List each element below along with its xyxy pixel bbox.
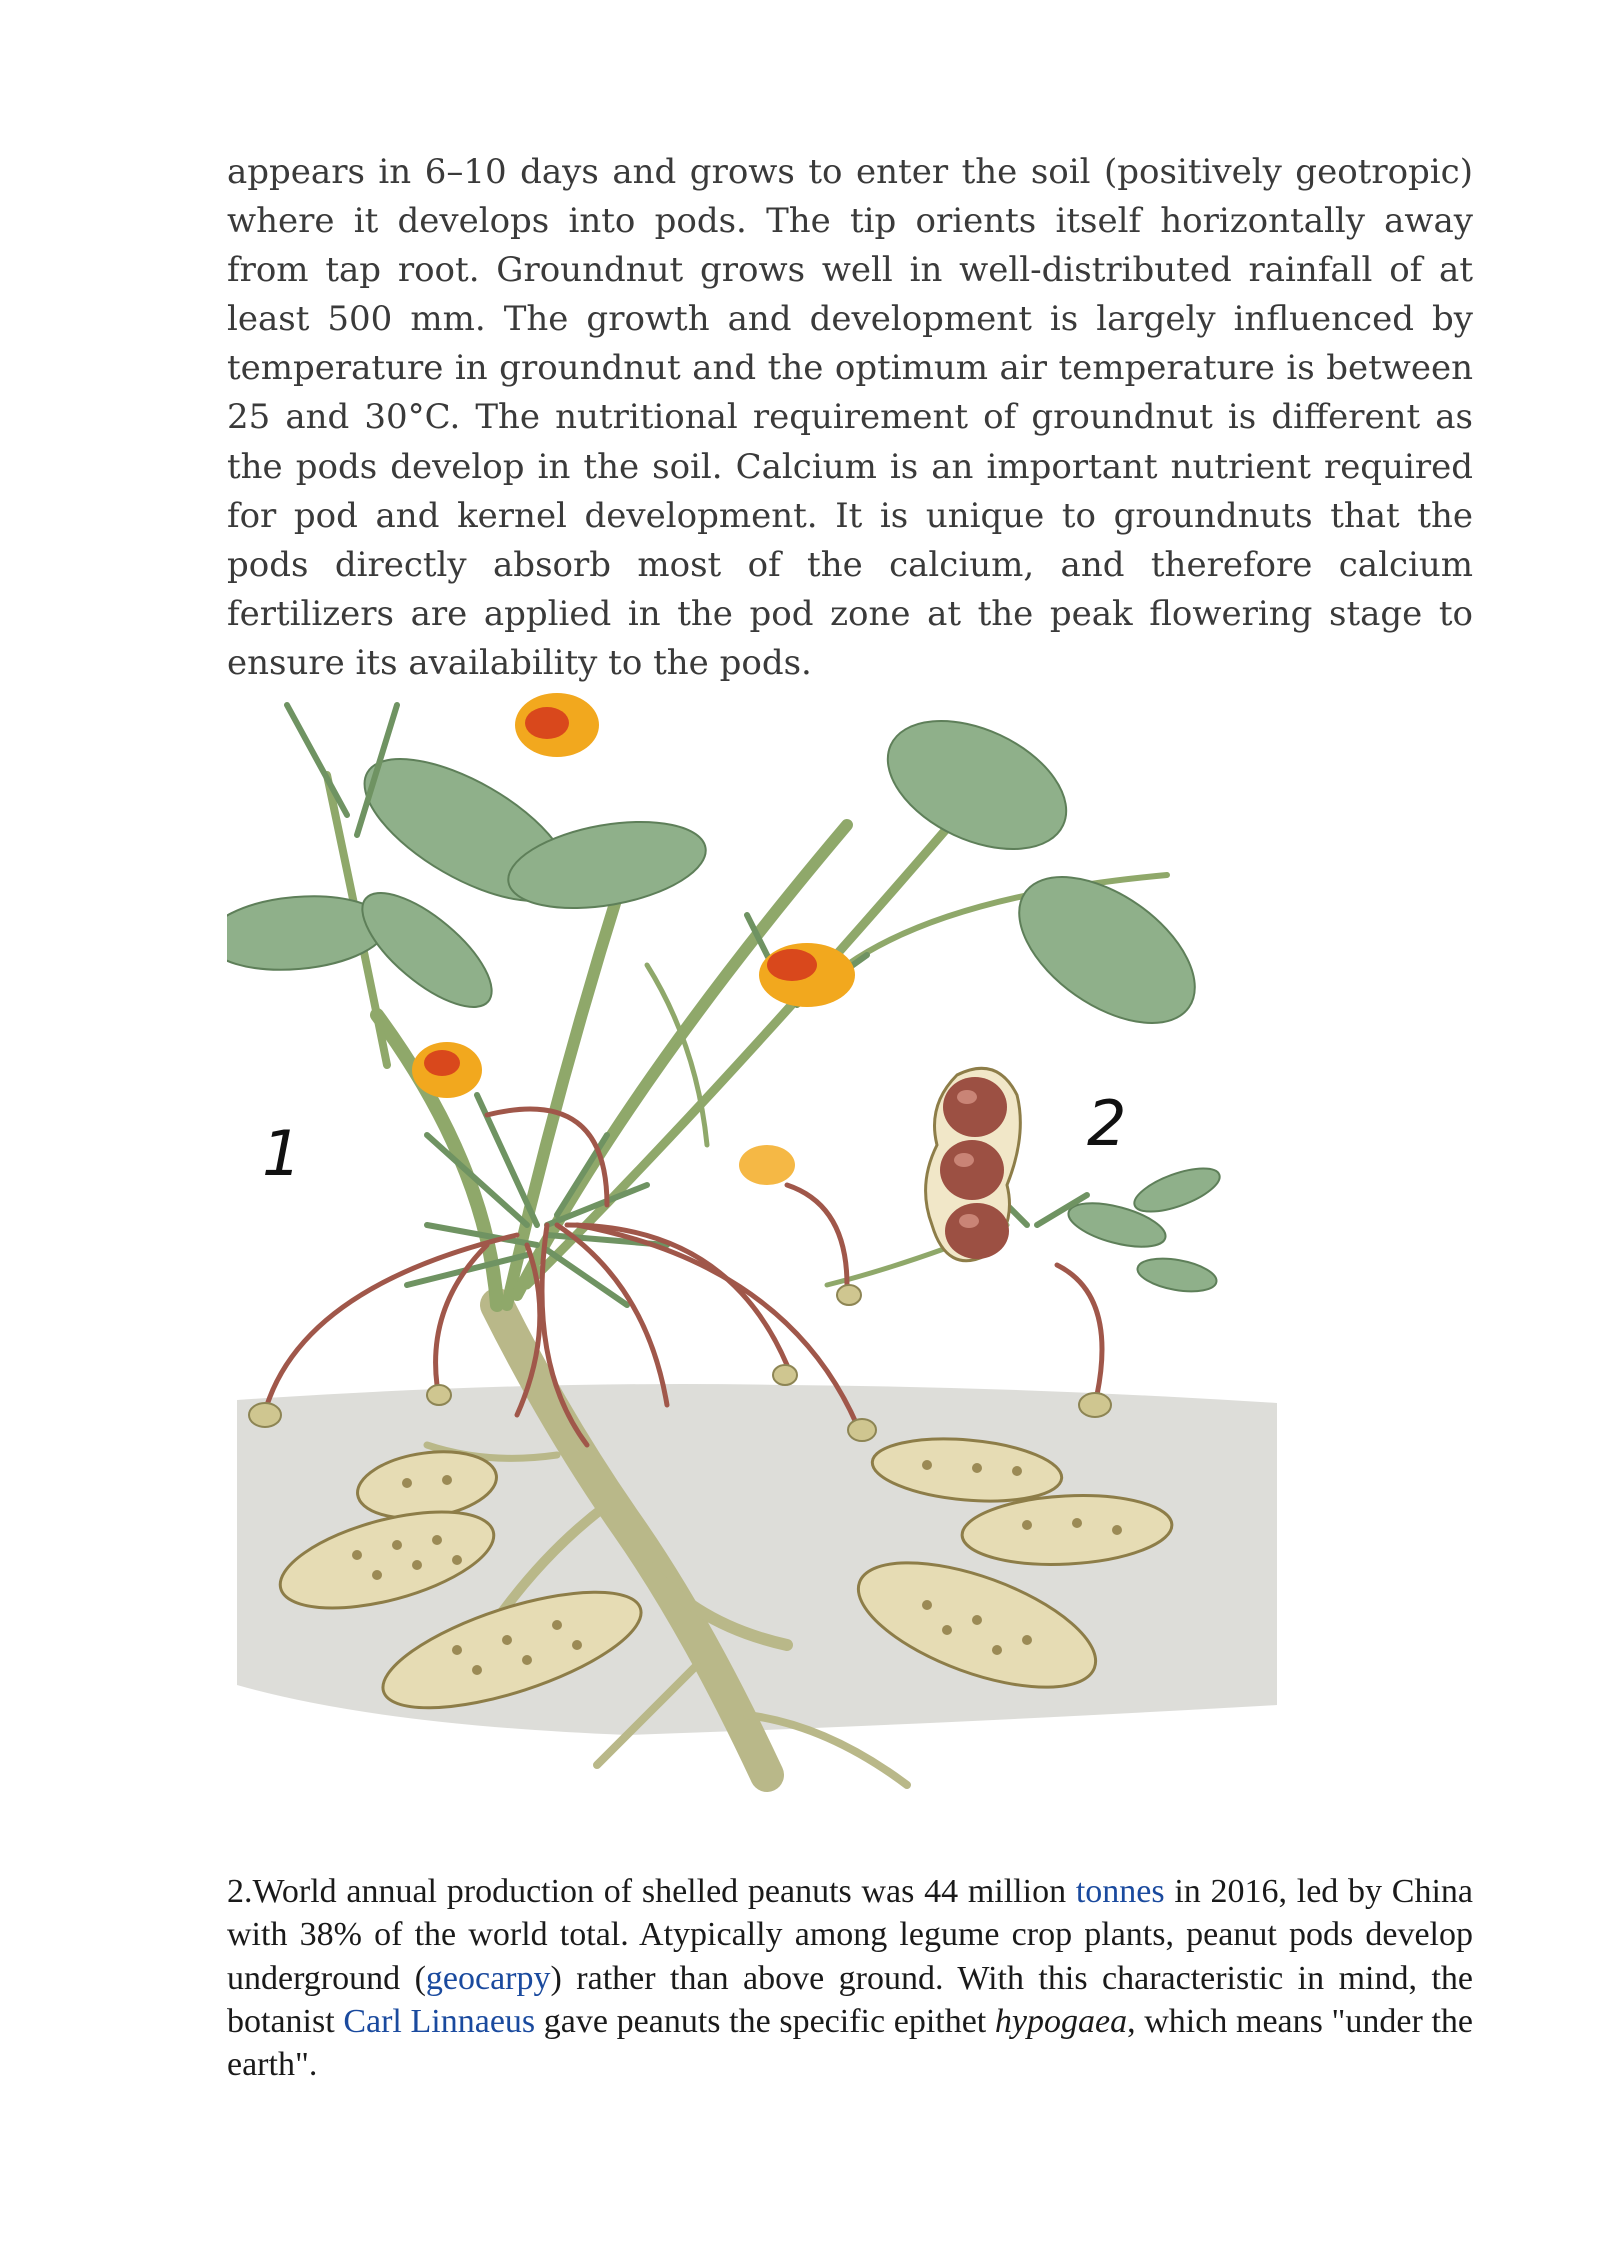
paragraph2-text: 2.World annual production of shelled peanuts was 44 million [227,1873,1076,1910]
paragraph2-text: , which means "under the earth". [227,2002,1473,2084]
body-paragraph-1: appears in 6–10 days and grows to enter the soil (positively geotropic) where it develops into pods. The tip orients itself horizontally away from tap root. Groundnut grows well in well-distributed rainfall of at least 500 mm. The growth and development is largely influenced by temperature in groundnut and the optimum air temperature is between 25 and 30°C. The nutritional requirement of groundnut is different as the pods develop in the soil. Calcium is an important nutrient required for pod and kernel development. It is unique to groundnuts that the pods directly absorb most of the calcium, and therefore calcium fertilizers are applied in the pod zone at the peak flowering stage to ensure its availability to the pods. [227,152,1473,683]
link-tonnes[interactable]: tonnes [1075,1873,1165,1910]
paragraph2-text: ) rather than above ground. With this characteristic in mind, the botanist [227,1959,1473,2040]
figure-label-2: 2 [1087,1087,1127,1160]
italic-epithet: hypogaea [994,2002,1128,2040]
paragraph2-text: in 2016, led by China with 38% of the world total. Atypically among legume crop plants, peanut pods develop underground ( [227,1873,1474,1997]
groundnut-plant-illustration [227,665,1287,1795]
link-carl-linnaeus[interactable]: Carl Linnaeus [343,2002,536,2040]
paragraph2-text: gave peanuts the specific epithet [535,2002,995,2040]
body-paragraph-2 [227,1870,1473,2086]
figure-label-1: 1 [262,1117,302,1190]
link-geocarpy[interactable]: geocarpy [425,1959,551,1997]
opened-pod-seeds [926,1068,1021,1260]
